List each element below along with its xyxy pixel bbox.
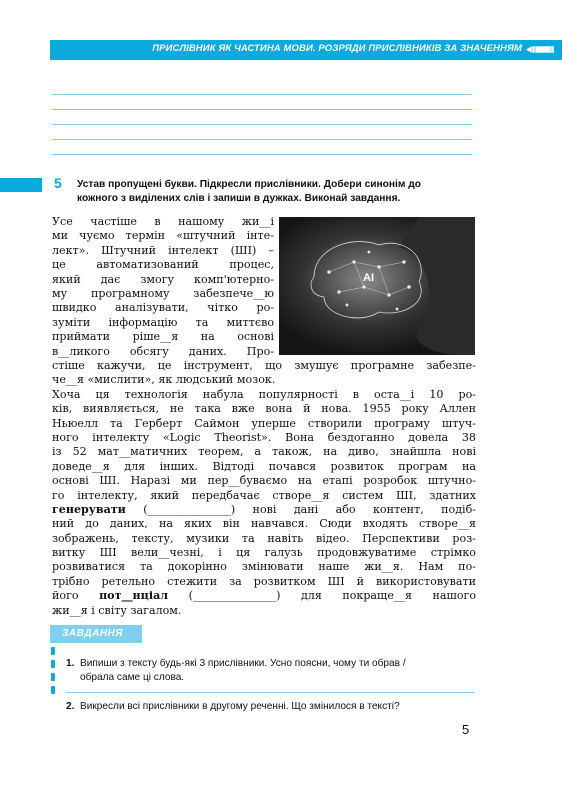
writing-lines xyxy=(52,80,472,155)
image-ai-label: AI xyxy=(363,272,374,284)
exercise-number: 5 xyxy=(54,175,62,191)
text-line: ного інтелекту «Logic Theorist». Вона бездоганно довела 38 xyxy=(52,430,476,444)
task-text xyxy=(80,700,400,714)
text-line: Усе частіше в нашому жи__і xyxy=(52,215,274,228)
ai-brain-illustration xyxy=(279,217,475,355)
text-line: зуміти інформацію та миттєво xyxy=(52,315,274,329)
text-line: який дає змогу комп'ютерно- xyxy=(52,272,274,286)
task-line: Випиши з тексту будь-які 3 прислівники. Усно поясни, чому ти обрав / xyxy=(80,658,406,669)
writing-line[interactable] xyxy=(52,140,472,155)
chapter-header-bar xyxy=(50,40,562,60)
instruction-line: Устав пропущені букви. Підкресли прислівники. Добери синонім до xyxy=(77,179,421,190)
dot-marker xyxy=(51,647,55,655)
pencil-icon xyxy=(526,45,554,54)
chapter-title: ПРИСЛІВНИК ЯК ЧАСТИНА МОВИ. РОЗРЯДИ ПРИСЛІВНИКІВ ЗА ЗНАЧЕННЯМ xyxy=(152,43,522,54)
text-line: швидко аналізувати, чітко ро- xyxy=(52,301,274,315)
text-line: витку ШІ вели__чезні, і ця галузь продовжуватиме стрімко xyxy=(52,546,476,560)
dot-marker xyxy=(51,660,55,668)
text-line: ний до даних, на яких він навчався. Сюди входять створе__я xyxy=(52,517,476,531)
text-line: му програмному забезпече__ю xyxy=(52,286,274,300)
ai-brain-image xyxy=(279,217,475,355)
text-line: Ньюелл та Герберт Саймон уперше створили програму штуч- xyxy=(52,416,476,430)
article-text-left xyxy=(52,215,274,359)
dot-marker xyxy=(51,686,55,694)
assignment-task-2 xyxy=(66,700,476,714)
assignment-badge: ЗАВДАННЯ xyxy=(50,625,142,643)
task-number: 2. xyxy=(66,701,75,712)
side-dots-decoration xyxy=(51,647,55,699)
text-line-bold-start: генерувати (_______________) нові дані або контент, подіб- xyxy=(52,502,476,516)
text-line: Хоча ця технологія набула популярності в оста__і 10 ро- xyxy=(52,387,476,401)
article-text-full xyxy=(52,359,476,618)
dot-marker xyxy=(51,673,55,681)
text-line: основі ШІ. Наразі ми пер__буваємо на етапі розробок штучно- xyxy=(52,474,476,488)
text-line: це автоматизований процес, xyxy=(52,258,274,272)
text-line: ків, виявляється, не така вже вона й нова. 1955 року Аллен xyxy=(52,402,476,416)
text-line: го інтелекту, який передбачає створе__я систем ШІ, здатних xyxy=(52,488,476,502)
exercise-instruction xyxy=(77,178,475,205)
text-line: че__я «мислити», як людський мозок. xyxy=(52,373,276,387)
text-line: трібно ретельно стежити за розвитком ШІ й використовувати xyxy=(52,574,476,588)
text-line: стіше кажучи, це інструмент, що змушує програмне забезпе- xyxy=(52,359,476,372)
writing-line[interactable] xyxy=(52,80,472,95)
text-line: жи__я і світу загалом. xyxy=(52,603,182,617)
task-line: обрала саме ці слова. xyxy=(80,671,185,683)
answer-line[interactable] xyxy=(66,691,474,693)
instruction-line: кожного з виділених слів і запиши в дужках. Виконай завдання. xyxy=(77,192,401,204)
text-line: його пот__нціал (_______________) для покраще__я нашого xyxy=(52,589,476,603)
text-line: лект». Штучний інтелект (ШІ) – xyxy=(52,243,274,257)
page-number: 5 xyxy=(462,722,470,737)
text-line: зображень, тексту, музики та навіть відео. Перспективи роз- xyxy=(52,531,476,545)
task-text xyxy=(80,657,406,684)
assignment-task-1 xyxy=(66,657,476,685)
task-line: Викресли всі прислівники в другому реченні. Що змінилося в тексті? xyxy=(80,701,400,712)
task-number: 1. xyxy=(66,658,75,669)
writing-line[interactable] xyxy=(52,95,472,110)
writing-line[interactable] xyxy=(52,125,472,140)
text-line: в__ликого обсягу даних. Про- xyxy=(52,344,274,358)
text-line: із 52 мат__матичних теорем, а також, на диво, знайшла нові xyxy=(52,445,476,459)
side-tab-marker xyxy=(0,178,42,192)
text-line: ми чуємо термін «штучний інте- xyxy=(52,229,274,243)
text-line: доведе__я для інших. Відтоді почався розвиток програм на xyxy=(52,459,476,473)
text-line: розвиватися та докорінно змінювати наше жи__я. Нам по- xyxy=(52,560,476,574)
text-line: приймати ріше__я на основі xyxy=(52,330,274,344)
writing-line[interactable] xyxy=(52,110,472,125)
